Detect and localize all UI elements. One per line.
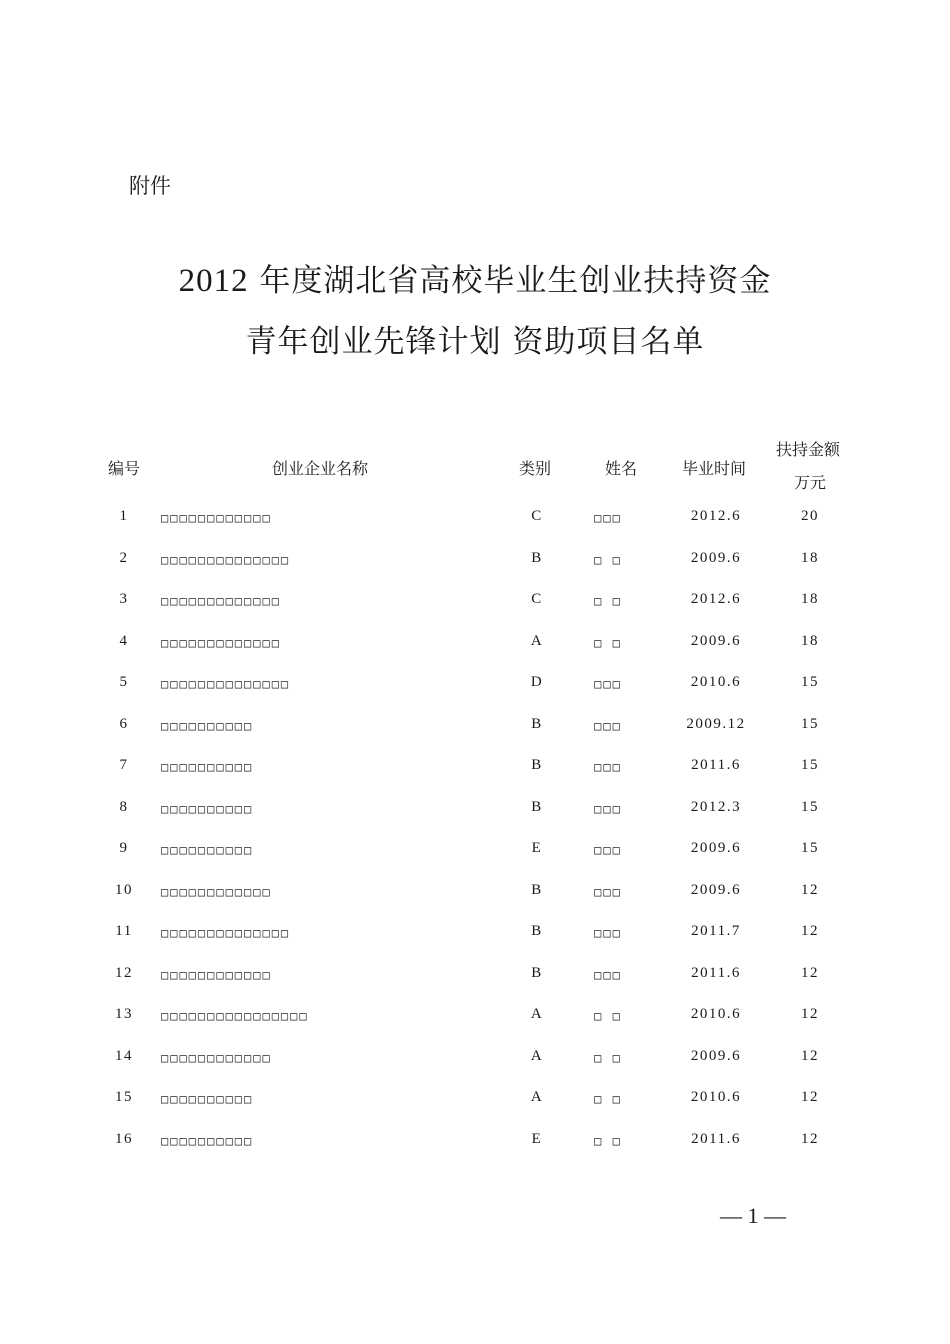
row-name: □ □ [594,1050,622,1065]
row-amount: 12 [801,881,819,898]
row-type: A [530,632,544,649]
row-no: 5 [119,674,129,690]
row-amount: 12 [801,1006,819,1022]
row-no: 1 [119,508,129,524]
row-grad-time: 2012.6 [690,591,742,607]
header-no: 编号 [108,459,141,478]
row-company: □□□□□□□□□□□□ [161,511,272,525]
row-no: 6 [119,715,129,732]
row-grad-time: 2010.6 [690,1006,742,1022]
row-company: □□□□□□□□□□□□□□ [161,552,291,567]
row-no: 13 [115,1006,133,1022]
row-company: □□□□□□□□□□□□□ [161,594,281,608]
row-company: □□□□□□□□□□ [161,801,254,816]
row-no: 14 [115,1047,133,1064]
title-line-1 [0,255,950,300]
row-name: □ □ [594,1133,622,1148]
row-type: B [531,964,543,981]
row-company: □□□□□□□□□□□□□□ [161,677,291,691]
row-type: A [530,1047,544,1064]
title-year: 2012 [178,263,249,299]
row-type: C [531,508,543,524]
row-no: 15 [115,1089,133,1105]
row-type: D [530,674,544,690]
row-grad-time: 2012.6 [690,508,742,524]
row-amount: 18 [801,549,819,566]
header-name: 姓名 [605,459,638,478]
row-grad-time: 2011.6 [691,964,741,981]
row-no: 8 [119,798,129,815]
header-company: 创业企业名称 [272,459,369,478]
row-amount: 15 [801,757,819,773]
row-company: □□□□□□□□□□□□ [161,884,272,899]
row-company: □□□□□□□□□□ [161,718,254,733]
page-number: — 1 — [720,1203,786,1228]
row-type: B [531,757,543,773]
row-grad-time: 2010.6 [690,1089,742,1105]
row-name: □□□ [594,760,622,774]
row-no: 9 [119,840,129,856]
row-name: □□□ [594,967,622,982]
row-name: □ □ [594,552,622,567]
row-grad-time: 2011.6 [691,1130,741,1147]
row-name: □□□ [594,718,622,733]
row-grad-time: 2010.6 [690,674,742,690]
row-name: □□□ [594,884,622,899]
row-name: □ □ [594,1009,622,1023]
row-amount: 15 [801,674,819,690]
row-no: 7 [119,757,129,773]
row-grad-time: 2009.6 [690,549,742,566]
row-type: C [531,591,543,607]
row-amount: 12 [801,1130,819,1147]
header-amount: 扶持金额 [776,440,841,459]
row-grad-time: 2011.7 [691,923,741,939]
header-type: 类别 [519,459,552,478]
row-amount: 15 [801,840,819,856]
row-type: B [531,923,543,939]
header-amount-unit: 万元 [794,473,827,492]
row-grad-time: 2009.6 [690,1047,742,1064]
row-amount: 18 [801,591,819,607]
row-name: □ □ [594,1092,622,1106]
row-grad-time: 2009.6 [690,632,742,649]
row-amount: 12 [801,1047,819,1064]
row-company: □□□□□□□□□□ [161,1092,254,1106]
row-company: □□□□□□□□□□□□□□ [161,926,291,940]
row-name: □ □ [594,594,622,608]
row-type: B [531,715,543,732]
row-no: 12 [115,964,133,981]
row-type: A [530,1006,544,1022]
title-line-1-text: 年度湖北省高校毕业生创业扶持资金 [259,263,772,299]
row-grad-time: 2012.3 [690,798,742,815]
row-type: B [531,549,543,566]
row-company: □□□□□□□□□□□□□ [161,635,281,650]
attachment-label: 附件 [129,174,171,198]
row-amount: 12 [801,923,819,939]
row-no: 11 [115,923,133,939]
row-no: 16 [115,1130,133,1147]
row-type: B [531,798,543,815]
row-no: 3 [119,591,129,607]
row-grad-time: 2009.12 [686,715,746,732]
row-type: A [530,1089,544,1105]
row-company: □□□□□□□□□□ [161,760,254,774]
row-amount: 20 [801,508,819,524]
row-company: □□□□□□□□□□□□ [161,967,272,982]
row-no: 2 [119,549,129,566]
row-grad-time: 2009.6 [690,840,742,856]
row-company: □□□□□□□□□□ [161,1133,254,1148]
row-name: □□□ [594,843,622,857]
row-name: □□□ [594,926,622,940]
row-grad-time: 2011.6 [691,757,741,773]
row-amount: 12 [801,1089,819,1105]
row-no: 4 [119,632,129,649]
row-amount: 15 [801,798,819,815]
row-company: □□□□□□□□□□□□□□□□ [161,1009,309,1023]
row-name: □ □ [594,635,622,650]
row-amount: 15 [801,715,819,732]
row-type: E [531,1130,543,1147]
title-line-2: 青年创业先锋计划 资助项目名单 [245,324,705,360]
row-no: 10 [115,881,133,898]
row-company: □□□□□□□□□□□□ [161,1050,272,1065]
row-amount: 18 [801,632,819,649]
row-grad-time: 2009.6 [690,881,742,898]
row-company: □□□□□□□□□□ [161,843,254,857]
row-amount: 12 [801,964,819,981]
row-type: B [531,881,543,898]
row-type: E [531,840,543,856]
row-name: □□□ [594,511,622,525]
row-name: □□□ [594,801,622,816]
row-name: □□□ [594,677,622,691]
header-grad-time: 毕业时间 [682,459,747,478]
